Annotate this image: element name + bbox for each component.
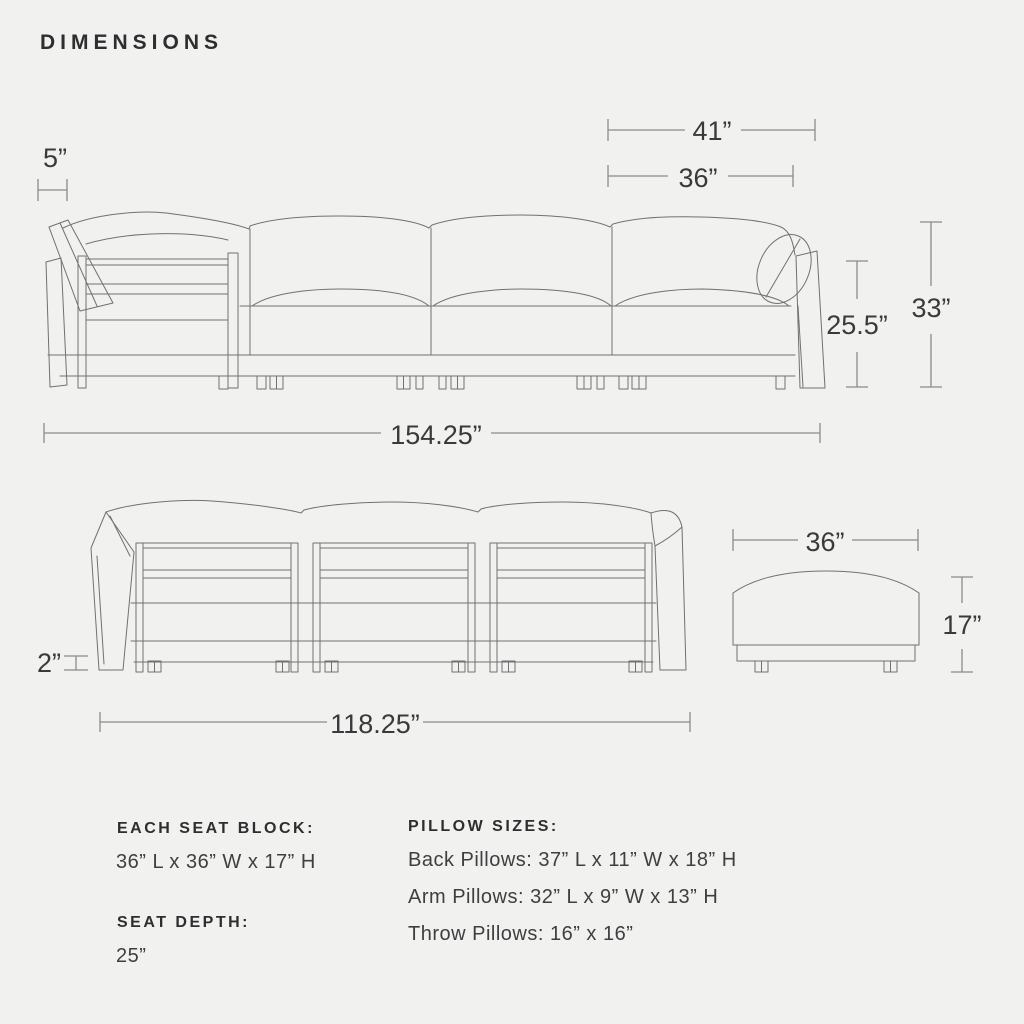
front-legs bbox=[219, 376, 785, 389]
seat-block-value: 36” L x 36” W x 17” H bbox=[116, 851, 316, 873]
corner-frame-post bbox=[228, 253, 238, 388]
ottoman-legs bbox=[755, 661, 897, 672]
corner-frame-post bbox=[78, 256, 86, 388]
back-left-arm-fold bbox=[110, 516, 130, 556]
dim-ottoman-width-label: 36” bbox=[805, 527, 845, 557]
bolster-pillow bbox=[747, 226, 822, 312]
sofa-back-view bbox=[91, 500, 686, 672]
dim-arm-width bbox=[38, 143, 67, 201]
pillow-sizes-heading: PILLOW SIZES: bbox=[408, 818, 559, 835]
dim-overall-width-label: 154.25” bbox=[390, 420, 482, 450]
sofa-front-view bbox=[46, 212, 825, 389]
dim-arm-width-label: 5” bbox=[42, 143, 68, 173]
dim-seat-back-height-label: 25.5” bbox=[826, 310, 888, 340]
pillow-size-arm: Arm Pillows: 32” L x 9” W x 13” H bbox=[408, 886, 719, 908]
dim-seat-width bbox=[608, 163, 793, 193]
dim-ottoman-height-label: 17” bbox=[942, 610, 982, 640]
front-right-arm bbox=[796, 251, 825, 388]
dim-back-overall-width-label: 118.25” bbox=[330, 709, 420, 739]
dim-seat-with-arm-label: 41” bbox=[692, 116, 732, 146]
dim-ottoman-width bbox=[733, 527, 918, 557]
seat-depth-value: 25” bbox=[116, 945, 147, 967]
back-frame-slats bbox=[143, 543, 645, 578]
dim-back-overall-width bbox=[100, 709, 690, 739]
back-frame-post bbox=[645, 543, 652, 672]
corner-side-panel bbox=[46, 258, 67, 387]
pillow-size-back: Back Pillows: 37” L x 11” W x 18” H bbox=[408, 849, 737, 871]
back-frame-post bbox=[291, 543, 298, 672]
back-right-arm bbox=[651, 510, 686, 670]
back-frame-post bbox=[136, 543, 143, 672]
dim-seat-with-arm-width bbox=[608, 116, 815, 146]
dim-overall-height-label: 33” bbox=[911, 293, 951, 323]
back-frame-post bbox=[468, 543, 475, 672]
seat-depth-heading: SEAT DEPTH: bbox=[117, 914, 250, 931]
ottoman-top bbox=[733, 571, 919, 593]
dim-overall-height bbox=[911, 222, 950, 387]
pillow-size-throw: Throw Pillows: 16” x 16” bbox=[408, 923, 634, 945]
back-cushion-top bbox=[106, 500, 651, 513]
ottoman-base bbox=[737, 645, 915, 661]
back-right-arm-fold bbox=[655, 527, 682, 546]
dim-overall-width bbox=[44, 420, 820, 450]
front-corner-cushion-line bbox=[86, 234, 228, 244]
dim-seat-width-label: 36” bbox=[678, 163, 718, 193]
back-legs bbox=[148, 661, 642, 672]
back-frame-post bbox=[313, 543, 320, 672]
back-left-arm bbox=[91, 512, 134, 670]
front-seat-cushion-2 bbox=[433, 289, 611, 306]
ottoman-view bbox=[733, 571, 919, 672]
dim-leg-height-label: 2” bbox=[36, 648, 62, 678]
back-left-arm-inner bbox=[97, 556, 104, 664]
back-view-dimensions bbox=[37, 527, 982, 739]
back-frame-post bbox=[490, 543, 497, 672]
front-view-dimensions bbox=[38, 116, 951, 450]
bolster-seam bbox=[766, 239, 800, 297]
dim-leg-height bbox=[37, 648, 88, 678]
front-seat-cushion-1 bbox=[252, 289, 429, 306]
page-title: DIMENSIONS bbox=[40, 31, 224, 54]
dim-ottoman-height bbox=[942, 577, 981, 672]
dim-seat-back-height bbox=[826, 261, 888, 387]
seat-block-heading: EACH SEAT BLOCK: bbox=[117, 820, 315, 837]
